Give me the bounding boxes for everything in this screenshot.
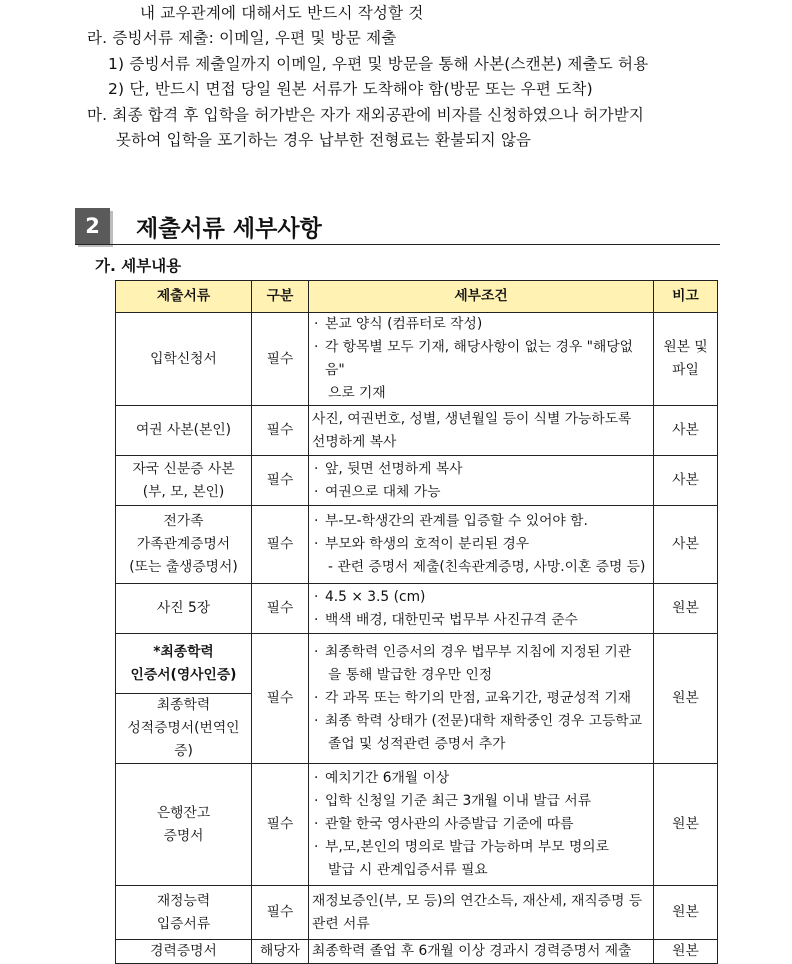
table-row [116, 584, 718, 634]
doc-type: 필수 [252, 764, 309, 886]
table-row [116, 313, 718, 406]
doc-note: 원본 [654, 584, 718, 634]
doc-type: 필수 [252, 313, 309, 406]
intro-item-ra: 라. 증빙서류 제출: 이메일, 우편 및 방문 제출 [87, 29, 397, 47]
doc-name: 재정능력 입증서류 [116, 886, 252, 940]
doc-details: · 부-모-학생간의 관계를 입증할 수 있어야 함. · 부모와 학생의 호적이 분리된 경우 - 관련 증명서 제출(친속관계증명, 사망.이혼 증명 등) [309, 506, 654, 584]
table-row [116, 886, 718, 940]
doc-type: 필수 [252, 406, 309, 456]
doc-note: 사본 [654, 406, 718, 456]
intro-subitem-1: 1) 증빙서류 제출일까지 이메일, 우편 및 방문을 통해 사본(스캔본) 제출도 허용 [108, 55, 649, 73]
doc-note: 원본 [654, 764, 718, 886]
table-row [116, 406, 718, 456]
doc-name: 사진 5장 [116, 584, 252, 634]
intro-item-ma: 마. 최종 합격 후 입학을 허가받은 자가 재외공관에 비자를 신청하였으나 허가받지 [87, 106, 645, 124]
table-row [116, 764, 718, 886]
doc-type: 필수 [252, 456, 309, 506]
documents-table [115, 280, 718, 964]
doc-name: 최종학력 성적증명서(번역인증) [116, 694, 252, 764]
subsection-title: 가. 세부내용 [95, 257, 182, 275]
intro-subitem-2: 2) 단, 반드시 면접 당일 원본 서류가 도착해야 함(방문 또는 우편 도착) [108, 80, 593, 98]
doc-type: 필수 [252, 584, 309, 634]
table-row [116, 634, 718, 694]
doc-details: 최종학력 졸업 후 6개월 이상 경과시 경력증명서 제출 [309, 940, 654, 964]
doc-name: 입학신청서 [116, 313, 252, 406]
doc-details: · 예치기간 6개월 이상 · 입학 신청일 기준 최근 3개월 이내 발급 서류 · 관할 한국 영사관의 사증발급 기준에 따름 · 부,모,본인의 명의로 발급 가능하며 부모 명의로 발급 시 관계입증서류 필요 [309, 764, 654, 886]
doc-note: 원본 [654, 886, 718, 940]
doc-note: 사본 [654, 456, 718, 506]
doc-name: 은행잔고 증명서 [116, 764, 252, 886]
doc-type: 필수 [252, 634, 309, 764]
doc-details: 재정보증인(부, 모 등)의 연간소득, 재산세, 재직증명 등 관련 서류 [309, 886, 654, 940]
table-row [116, 456, 718, 506]
doc-name: 경력증명서 [116, 940, 252, 964]
header-details: 세부조건 [309, 281, 654, 313]
header-note: 비고 [654, 281, 718, 313]
doc-note: 원본 [654, 634, 718, 764]
intro-line: 내 교우관계에 대해서도 반드시 작성할 것 [140, 4, 424, 22]
doc-name: 여권 사본(본인) [116, 406, 252, 456]
intro-item-ma-cont: 못하여 입학을 포기하는 경우 납부한 전형료는 환불되지 않음 [116, 131, 532, 149]
doc-note: 원본 [654, 940, 718, 964]
section-number-badge: 2 [75, 208, 110, 244]
doc-note: 사본 [654, 506, 718, 584]
doc-name: *최종학력 인증서(영사인증) [116, 634, 252, 694]
header-document: 제출서류 [116, 281, 252, 313]
doc-type: 해당자 [252, 940, 309, 964]
doc-name: 전가족 가족관계증명서 (또는 출생증명서) [116, 506, 252, 584]
section-title: 제출서류 세부사항 [136, 216, 322, 242]
doc-type: 필수 [252, 506, 309, 584]
doc-details: · 본교 양식 (컴퓨터로 작성) · 각 항목별 모두 기재, 해당사항이 없는 경우 "해당없음" 으로 기재 [309, 313, 654, 406]
doc-note: 원본 및 파일 [654, 313, 718, 406]
section-divider [75, 244, 720, 245]
doc-details: · 앞, 뒷면 선명하게 복사 · 여권으로 대체 가능 [309, 456, 654, 506]
table-row [116, 940, 718, 964]
doc-details: · 최종학력 인증서의 경우 법무부 지침에 지정된 기관 을 통해 발급한 경우만 인정 · 각 과목 또는 학기의 만점, 교육기간, 평균성적 기재 · 최종 학력 상태가 (전문)대학 재학중인 경우 고등학교 졸업 및 성적관련 증명서 추가 [309, 634, 654, 764]
doc-type: 필수 [252, 886, 309, 940]
doc-details: · 4.5 × 3.5 (cm) · 백색 배경, 대한민국 법무부 사진규격 준수 [309, 584, 654, 634]
table-row [116, 506, 718, 584]
doc-details: 사진, 여권번호, 성별, 생년월일 등이 식별 가능하도록 선명하게 복사 [309, 406, 654, 456]
table-header-row [116, 281, 718, 313]
doc-name: 자국 신분증 사본 (부, 모, 본인) [116, 456, 252, 506]
header-category: 구분 [252, 281, 309, 313]
